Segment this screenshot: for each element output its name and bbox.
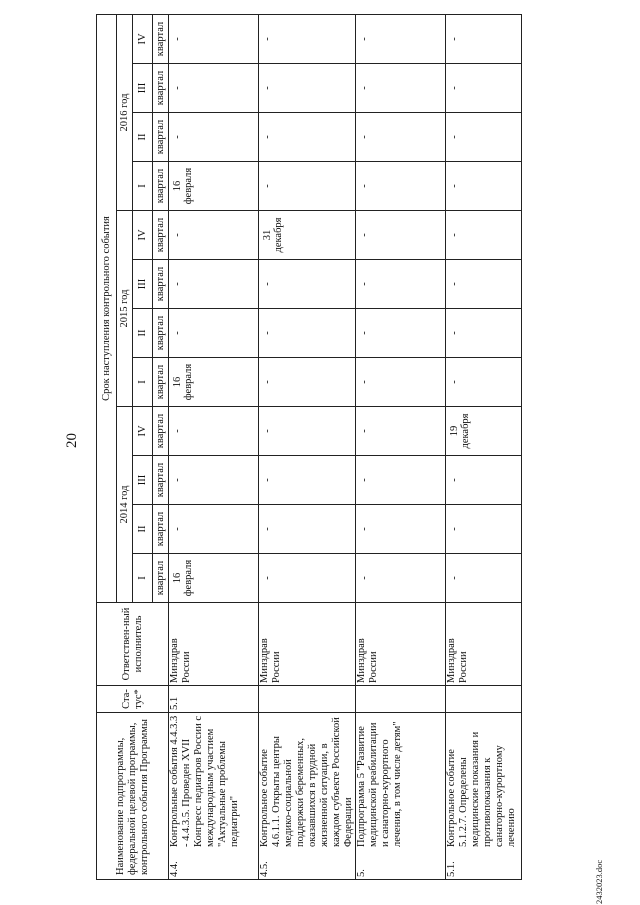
row-name-cell: [356, 713, 446, 880]
dash-value: -: [262, 429, 273, 433]
header-quarter-word: квартал: [153, 554, 169, 603]
dash-value: -: [359, 37, 370, 41]
quarter-cell: [356, 64, 446, 113]
quarter-cell: [169, 260, 259, 309]
row-status: [259, 686, 356, 713]
rotated-table-container: [96, 14, 520, 880]
dash-value: -: [172, 37, 183, 41]
row-executor: Минздрав России: [446, 603, 522, 686]
quarter-cell: [356, 260, 446, 309]
quarter-cell: [169, 211, 259, 260]
row-name: Контрольное событие 4.6.1.1. Открыты центры медико-социальной поддержки беременных, оказавшихся в трудной жизненной ситуации, в каждом субъекте Российской Федерации: [259, 717, 354, 847]
quarter-cell: [356, 456, 446, 505]
dash-value: -: [449, 331, 460, 335]
date-month: февраля: [183, 363, 194, 401]
row-status: [446, 686, 522, 713]
dash-value: -: [262, 37, 273, 41]
quarter-cell: [356, 309, 446, 358]
quarter-cell: [169, 407, 259, 456]
dash-value: -: [262, 380, 273, 384]
date-day: 16: [172, 376, 183, 388]
header-executor: Ответствен-ный исполнитель: [97, 603, 169, 686]
dash-value: -: [262, 478, 273, 482]
quarter-cell: [259, 554, 356, 603]
dash-value: -: [359, 282, 370, 286]
quarter-cell: [356, 407, 446, 456]
page-number: 20: [64, 433, 80, 448]
header-deadline: Срок наступления контрольного события: [97, 14, 117, 602]
table-row: [446, 14, 522, 879]
quarter-cell: [446, 358, 522, 407]
quarter-cell: [169, 113, 259, 162]
dash-value: -: [172, 331, 183, 335]
header-quarter-word: квартал: [153, 309, 169, 358]
dash-value: -: [359, 576, 370, 580]
quarter-cell: [356, 14, 446, 63]
quarter-cell: [446, 113, 522, 162]
quarter-cell: [446, 162, 522, 211]
header-quarter-numeral: II: [133, 309, 153, 358]
row-number: 5.: [356, 869, 367, 877]
dash-value: -: [262, 576, 273, 580]
quarter-cell: [259, 14, 356, 63]
row-executor: Минздрав России: [169, 603, 259, 686]
quarter-cell: [446, 407, 522, 456]
header-year: 2016 год: [117, 14, 133, 210]
row-executor: Минздрав России: [356, 603, 446, 686]
header-quarter-numeral: III: [133, 456, 153, 505]
quarter-cell: [446, 64, 522, 113]
date-month: февраля: [183, 167, 194, 205]
dash-value: -: [449, 527, 460, 531]
row-number: 5.1.: [446, 861, 457, 877]
row-status: [356, 686, 446, 713]
dash-value: -: [359, 135, 370, 139]
dash-value: -: [359, 478, 370, 482]
dash-value: -: [172, 478, 183, 482]
quarter-cell: [169, 64, 259, 113]
quarter-cell: [259, 64, 356, 113]
dash-value: -: [359, 527, 370, 531]
dash-value: -: [262, 135, 273, 139]
quarter-cell: [259, 407, 356, 456]
header-quarter-numeral: I: [133, 554, 153, 603]
dash-value: -: [172, 527, 183, 531]
dash-value: -: [359, 429, 370, 433]
header-quarter-word: квартал: [153, 456, 169, 505]
row-number: 4.5.: [259, 861, 270, 877]
quarter-cell: [259, 260, 356, 309]
date-day: 16: [172, 572, 183, 584]
dash-value: -: [449, 135, 460, 139]
header-quarter-numeral: I: [133, 162, 153, 211]
date-day: 31: [262, 229, 273, 241]
row-name-cell: [259, 713, 356, 880]
dash-value: -: [262, 527, 273, 531]
quarter-cell: [259, 309, 356, 358]
quarter-cell: [446, 456, 522, 505]
dash-value: -: [449, 86, 460, 90]
header-year: 2015 год: [117, 211, 133, 407]
dash-value: -: [262, 184, 273, 188]
dash-value: -: [449, 478, 460, 482]
quarter-cell: [356, 211, 446, 260]
quarter-cell: [259, 505, 356, 554]
header-status: Ста-тус*: [97, 686, 169, 713]
row-name-cell: [446, 713, 522, 880]
document-code: 2432023.doc: [594, 859, 604, 904]
control-events-table: [96, 14, 522, 880]
dash-value: -: [359, 184, 370, 188]
dash-value: -: [359, 86, 370, 90]
quarter-cell: [446, 554, 522, 603]
quarter-cell: [446, 211, 522, 260]
quarter-cell: [446, 14, 522, 63]
dash-value: -: [449, 282, 460, 286]
quarter-cell: [259, 162, 356, 211]
header-quarter-word: квартал: [153, 505, 169, 554]
quarter-cell: [259, 456, 356, 505]
row-name: Контрольное событие 5.1.2.7. Определены медицинские показания и противопоказания к санаторно-курортному лечению: [446, 731, 517, 847]
quarter-cell: [446, 260, 522, 309]
quarter-cell: [356, 505, 446, 554]
dash-value: -: [262, 282, 273, 286]
header-year: 2014 год: [117, 407, 133, 603]
date-month: февраля: [183, 559, 194, 597]
dash-value: -: [172, 86, 183, 90]
dash-value: -: [172, 135, 183, 139]
dash-value: -: [449, 576, 460, 580]
header-quarter-word: квартал: [153, 162, 169, 211]
quarter-cell: [169, 554, 259, 603]
quarter-cell: [356, 113, 446, 162]
quarter-cell: [446, 309, 522, 358]
quarter-cell: [259, 211, 356, 260]
dash-value: -: [359, 380, 370, 384]
row-name: Контрольные события 4.4.3.3 - 4.4.3.5. Проведен XVII Конгресс педиатров России с международным участием "Актуальные проблемы педиатрии": [169, 715, 240, 847]
quarter-cell: [169, 309, 259, 358]
dash-value: -: [262, 86, 273, 90]
dash-value: -: [449, 37, 460, 41]
dash-value: -: [262, 331, 273, 335]
table-row: [259, 14, 356, 879]
table-row: [356, 14, 446, 879]
header-quarter-numeral: IV: [133, 14, 153, 63]
header-quarter-word: квартал: [153, 113, 169, 162]
header-quarter-word: квартал: [153, 14, 169, 63]
table-row: [169, 14, 259, 879]
quarter-cell: [356, 554, 446, 603]
dash-value: -: [172, 282, 183, 286]
row-executor: Минздрав России: [259, 603, 356, 686]
dash-value: -: [172, 429, 183, 433]
header-name: Наименование подпрограммы, федеральной целевой программы, контрольного события Программы: [97, 713, 169, 880]
date-month: декабря: [460, 413, 471, 449]
header-quarter-numeral: III: [133, 64, 153, 113]
quarter-cell: [259, 358, 356, 407]
header-quarter-numeral: II: [133, 113, 153, 162]
row-status: 5.1: [169, 686, 259, 713]
header-quarter-numeral: III: [133, 260, 153, 309]
quarter-cell: [169, 162, 259, 211]
dash-value: -: [359, 331, 370, 335]
quarter-cell: [259, 113, 356, 162]
header-quarter-numeral: IV: [133, 211, 153, 260]
header-quarter-word: квартал: [153, 211, 169, 260]
row-name: Подпрограмма 5 "Развитие медицинской реабилитации и санаторно-курортного лечения, в том числе детям": [356, 721, 403, 847]
header-quarter-word: квартал: [153, 358, 169, 407]
dash-value: -: [172, 233, 183, 237]
dash-value: -: [359, 233, 370, 237]
quarter-cell: [169, 456, 259, 505]
quarter-cell: [356, 162, 446, 211]
quarter-cell: [356, 358, 446, 407]
quarter-cell: [169, 358, 259, 407]
row-number: 4.4.: [169, 861, 180, 877]
dash-value: -: [449, 184, 460, 188]
date-day: 16: [172, 180, 183, 192]
dash-value: -: [449, 380, 460, 384]
header-quarter-word: квартал: [153, 260, 169, 309]
row-name-cell: [169, 713, 259, 880]
quarter-cell: [169, 14, 259, 63]
header-quarter-numeral: IV: [133, 407, 153, 456]
header-quarter-word: квартал: [153, 407, 169, 456]
quarter-cell: [169, 505, 259, 554]
dash-value: -: [449, 233, 460, 237]
header-quarter-numeral: I: [133, 358, 153, 407]
date-month: декабря: [273, 217, 284, 253]
header-quarter-word: квартал: [153, 64, 169, 113]
quarter-cell: [446, 505, 522, 554]
header-quarter-numeral: II: [133, 505, 153, 554]
date-day: 19: [449, 425, 460, 437]
